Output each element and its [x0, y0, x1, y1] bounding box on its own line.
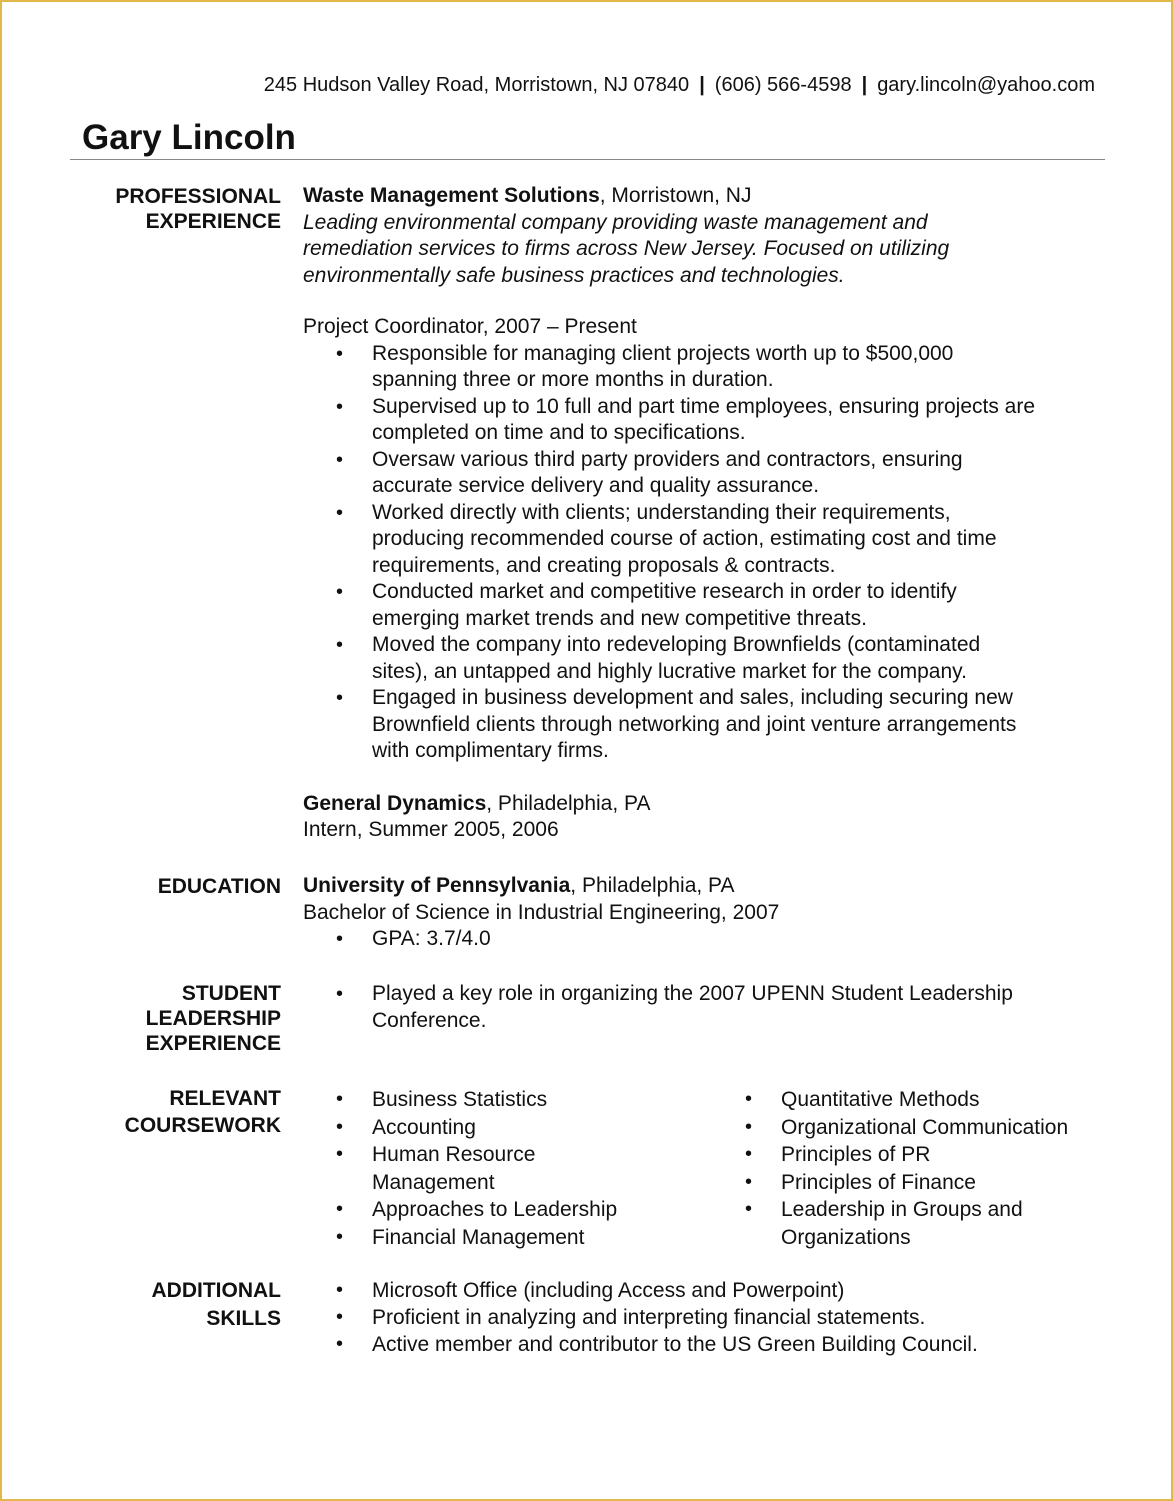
list-item: • Active member and contributor to the US Green Building Council. — [303, 1331, 1123, 1358]
list-item: • Quantitative Methods — [712, 1086, 1112, 1114]
company-location: , Morristown, NJ — [599, 184, 752, 207]
list-item: • Financial Management — [303, 1224, 703, 1252]
experience-section — [303, 183, 1123, 844]
list-item: • Engaged in business development and sales, including securing new Brownfield clients through networking and joint venture arrangements with complimentary firms. — [303, 685, 1123, 765]
job-bullets — [303, 341, 1123, 765]
degree: Bachelor of Science in Industrial Engineering, 2007 — [303, 900, 780, 924]
list-item: • Business Statistics — [303, 1086, 703, 1114]
company-description: Leading environmental company providing waste management and remediation services to firms across New Jersey. Focused on utilizing environmentally safe business practices and technologies. — [303, 210, 950, 287]
coursework-section — [303, 1086, 1123, 1256]
resume-name: Gary Lincoln — [82, 118, 296, 157]
email: gary.lincoln@yahoo.com — [877, 74, 1095, 96]
list-item: • Moved the company into redeveloping Brownfields (contaminated sites), an untapped and highly lucrative market for the company. — [303, 632, 1123, 685]
section-label-experience: PROFESSIONAL EXPERIENCE — [115, 185, 281, 233]
job-title: Project Coordinator, 2007 – Present — [303, 315, 637, 338]
job-heading — [303, 791, 1123, 818]
phone: (606) 566-4598 — [714, 74, 852, 96]
list-item: • Human Resource Management — [303, 1141, 703, 1196]
company-location: , Philadelphia, PA — [486, 791, 651, 815]
contact-line — [264, 74, 1095, 97]
list-item: • GPA: 3.7/4.0 — [303, 926, 1123, 953]
job-heading — [303, 183, 1123, 210]
list-item: • Played a key role in organizing the 2007 UPENN Student Leadership Conference. — [303, 981, 1123, 1034]
job-title: Intern, Summer 2005, 2006 — [303, 818, 559, 841]
separator: | — [699, 74, 705, 96]
list-item: • Supervised up to 10 full and part time employees, ensuring projects are completed on time and to specifications. — [303, 394, 1123, 447]
list-item: • Principles of PR — [712, 1141, 1112, 1169]
list-item: • Accounting — [303, 1114, 703, 1142]
school-name: University of Pennsylvania — [303, 874, 571, 897]
list-item: • Worked directly with clients; understanding their requirements, producing recommended course of action, estimating cost and time requirements, and creating proposals & contracts. — [303, 500, 1123, 580]
school-location: , Philadelphia, PA — [570, 874, 735, 897]
list-item: • Leadership in Groups and Organizations — [712, 1196, 1112, 1251]
leadership-section — [303, 981, 1123, 1034]
list-item: • Microsoft Office (including Access and Powerpoint) — [303, 1277, 1123, 1304]
address: 245 Hudson Valley Road, Morristown, NJ 07840 — [263, 74, 690, 96]
list-item: • Organizational Communication — [712, 1114, 1112, 1142]
coursework-right-column — [712, 1086, 1112, 1251]
section-label-leadership: STUDENT LEADERSHIP EXPERIENCE — [145, 982, 281, 1055]
list-item: • Oversaw various third party providers and contractors, ensuring accurate service delivery and quality assurance. — [303, 447, 1123, 500]
list-item: • Conducted market and competitive research in order to identify emerging market trends and new competitive threats. — [303, 579, 1123, 632]
company-name: General Dynamics — [303, 791, 487, 815]
list-item: • Principles of Finance — [712, 1169, 1112, 1197]
list-item: • Responsible for managing client projects worth up to $500,000 spanning three or more months in duration. — [303, 341, 1123, 394]
company-name: Waste Management Solutions — [303, 184, 600, 207]
skills-section — [303, 1277, 1123, 1358]
section-label-education: EDUCATION — [157, 875, 281, 898]
list-item: • Approaches to Leadership — [303, 1196, 703, 1224]
section-label-skills: ADDITIONAL SKILLS — [151, 1279, 281, 1330]
education-section — [303, 873, 1123, 953]
separator: | — [861, 74, 868, 96]
header-rule — [70, 159, 1105, 160]
list-item: • Proficient in analyzing and interpreting financial statements. — [303, 1304, 1123, 1331]
coursework-left-column — [303, 1086, 703, 1251]
section-label-coursework: RELEVANT COURSEWORK — [124, 1087, 281, 1137]
